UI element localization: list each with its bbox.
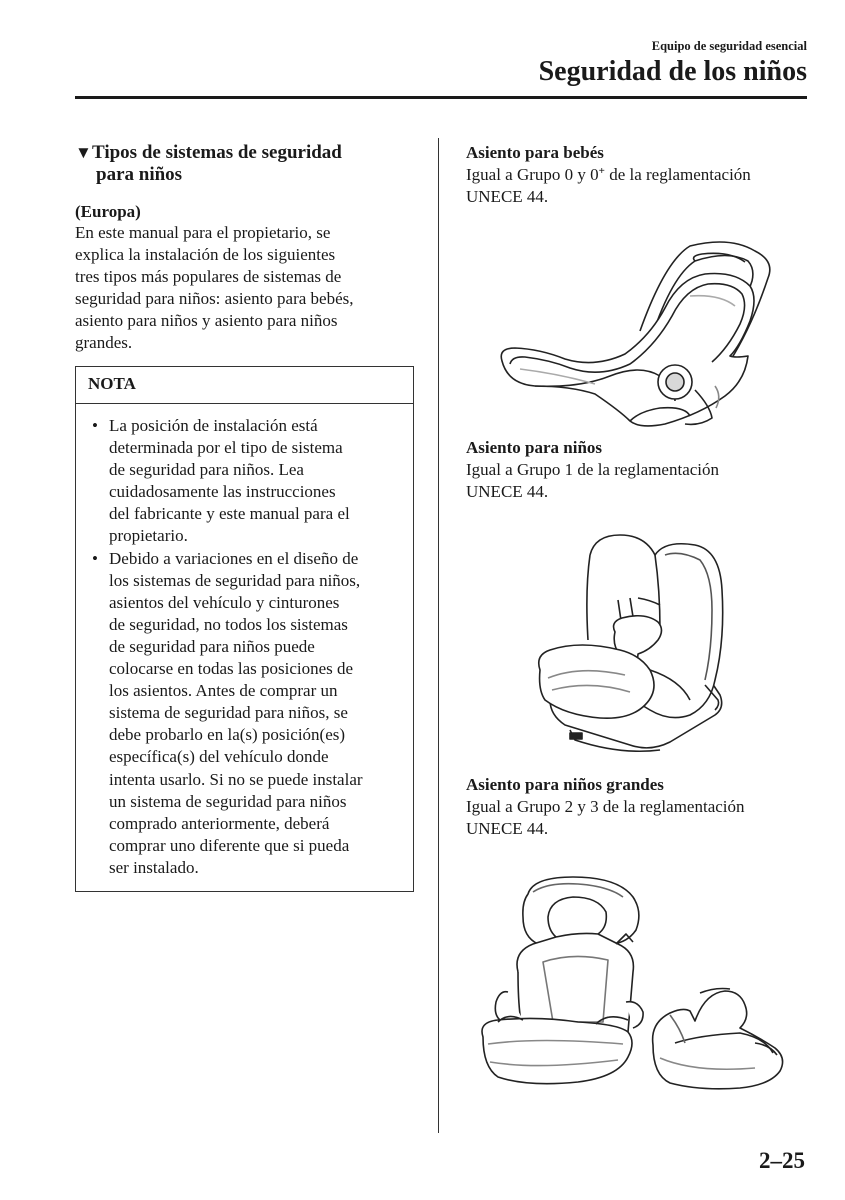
intro-paragraph	[75, 222, 420, 355]
region-label: (Europa)	[75, 202, 141, 221]
bullet-line: específica(s) del vehículo donde	[109, 747, 329, 767]
intro-line: explica la instalación de los siguientes	[75, 245, 336, 265]
bullet-line: intenta usarlo. Si no se puede instalar	[109, 769, 363, 789]
infant-seat-desc-line2: UNECE 44.	[466, 187, 549, 206]
bullet-dot: •	[92, 416, 98, 435]
heading-line-2: para niños	[96, 164, 183, 185]
note-bullet-item	[88, 415, 408, 548]
intro-line: grandes.	[75, 333, 133, 353]
junior-seat-title: Asiento para niños grandes	[466, 775, 664, 794]
bullet-line: los asientos. Antes de comprar un	[109, 681, 338, 701]
column-divider	[438, 138, 439, 1133]
infant-seat-title: Asiento para bebés	[466, 143, 604, 162]
infant-desc-part-b: de la reglamentación	[604, 165, 751, 184]
intro-line: En este manual para el propietario, se	[75, 223, 331, 242]
bullet-line: determinada por el tipo de sistema	[109, 438, 343, 458]
bullet-line: de seguridad para niños puede	[109, 636, 315, 656]
triangle-bullet-icon: ▼	[75, 143, 92, 162]
bullet-line: debe probarlo en la(s) posición(es)	[109, 725, 346, 745]
bullet-line: los sistemas de seguridad para niños,	[109, 570, 361, 590]
page-number: 2–25	[759, 1148, 805, 1173]
bullet-dot: •	[92, 548, 98, 568]
bullet-line: sistema de seguridad para niños, se	[109, 703, 348, 723]
bullet-line: asientos del vehículo y cinturones	[109, 592, 340, 612]
child-seat-title: Asiento para niños	[466, 438, 603, 457]
bullet-line: cuidadosamente las instrucciones	[109, 482, 336, 502]
bullet-line: de seguridad, no todos los sistemas	[109, 614, 348, 634]
bullet-line: de seguridad para niños. Lea	[109, 460, 304, 480]
bullet-line: La posición de instalación está	[109, 416, 318, 435]
child-seat-desc-line1: Igual a Grupo 1 de la reglamentación	[466, 460, 720, 479]
bullet-line: un sistema de seguridad para niños	[109, 791, 347, 811]
junior-seat-desc-line1: Igual a Grupo 2 y 3 de la reglamentación	[466, 797, 745, 816]
page-title: Seguridad de los niños	[538, 56, 807, 87]
section-label: Equipo de seguridad esencial	[651, 39, 807, 53]
note-bullet-item	[88, 548, 408, 879]
intro-line: asiento para niños y asiento para niños	[75, 311, 338, 331]
child-seat-desc-line2: UNECE 44.	[466, 482, 549, 501]
bullet-line: propietario.	[109, 526, 188, 546]
infant-seat-text	[466, 142, 811, 208]
bullet-line: del fabricante y este manual para el	[109, 504, 350, 524]
infant-seat-desc-line1	[466, 164, 811, 186]
child-seat-text	[466, 437, 811, 503]
note-divider	[75, 403, 414, 404]
section-heading	[75, 142, 405, 186]
booster-cushion-illustration	[645, 983, 790, 1093]
junior-seat-desc-line2: UNECE 44.	[466, 819, 549, 838]
bullet-line: colocarse en todas las posiciones de	[109, 659, 354, 679]
infant-desc-superscript: +	[598, 165, 605, 177]
bullet-line: ser instalado.	[109, 857, 199, 877]
header-rule	[75, 96, 807, 99]
child-car-seat-illustration	[530, 530, 740, 760]
note-title: NOTA	[88, 374, 136, 393]
intro-line: tres tipos más populares de sistemas de	[75, 267, 342, 287]
bullet-line: comprado anteriormente, deberá	[109, 813, 330, 833]
note-bullet-list	[88, 415, 408, 879]
heading-line-1: Tipos de sistemas de seguridad	[92, 142, 342, 163]
bullet-line: Debido a variaciones en el diseño de	[109, 548, 359, 568]
bullet-line: comprar uno diferente que si pueda	[109, 835, 350, 855]
booster-seat-with-backrest-illustration	[478, 872, 648, 1090]
intro-line: seguridad para niños: asiento para bebés,	[75, 289, 354, 309]
infant-car-seat-illustration	[490, 236, 780, 432]
junior-seat-text	[466, 774, 811, 840]
infant-desc-part-a: Igual a Grupo 0 y 0	[466, 165, 599, 184]
